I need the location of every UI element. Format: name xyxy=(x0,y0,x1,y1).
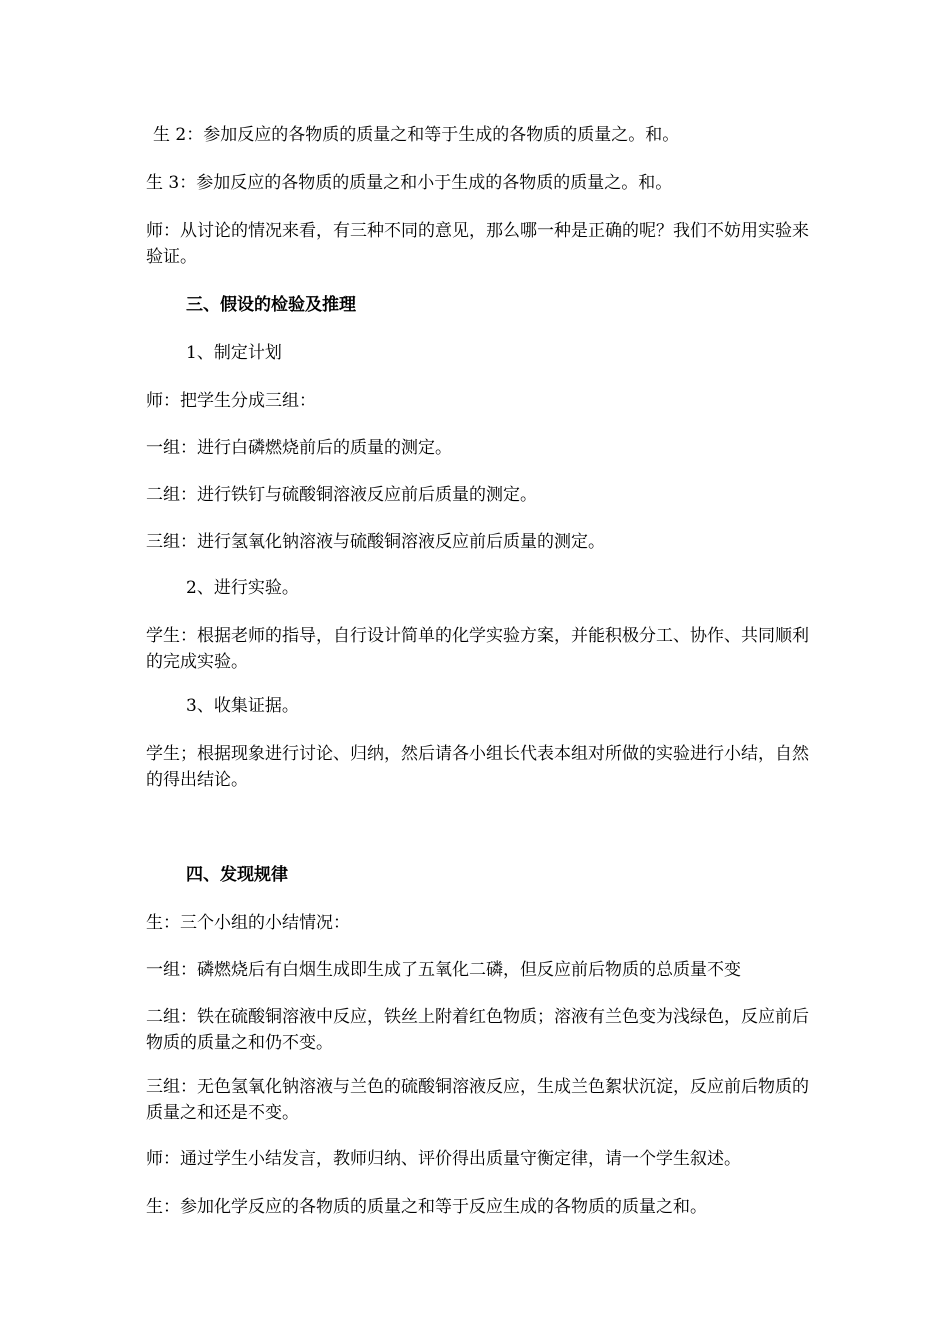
paragraph-group2-plan: 二组：进行铁钉与硫酸铜溶液反应前后质量的测定。 xyxy=(146,485,537,505)
section-heading-3: 三、假设的检验及推理 xyxy=(186,295,356,315)
paragraph-teacher-groups: 师：把学生分成三组： xyxy=(146,391,316,411)
paragraph-teacher-discussion: 师：从讨论的情况来看，有三种不同的意见，那么哪一种是正确的呢？我们不妨用实验来验证。 xyxy=(146,221,809,267)
paragraph-group2-result: 二组：铁在硫酸铜溶液中反应，铁丝上附着红色物质；溶液有兰色变为浅绿色，反应前后物质的质量之和仍不变。 xyxy=(146,1007,809,1053)
step-make-plan: 1、制定计划 xyxy=(186,343,282,363)
step-experiment: 2、进行实验。 xyxy=(186,578,299,598)
section-heading-4: 四、发现规律 xyxy=(186,865,288,885)
paragraph-student-discuss: 学生；根据现象进行讨论、归纳，然后请各小组长代表本组对所做的实验进行小结，自然的得出结论。 xyxy=(146,744,809,790)
paragraph-teacher-summary: 师：通过学生小结发言，教师归纳、评价得出质量守衡定律，请一个学生叙述。 xyxy=(146,1149,741,1169)
paragraph-student3: 生 3：参加反应的各物质的质量之和小于生成的各物质的质量之。和。 xyxy=(146,173,673,193)
paragraph-student-law: 生：参加化学反应的各物质的质量之和等于反应生成的各物质的质量之和。 xyxy=(146,1197,707,1217)
paragraph-group3-plan: 三组：进行氢氧化钠溶液与硫酸铜溶液反应前后质量的测定。 xyxy=(146,532,605,552)
paragraph-group1-result: 一组：磷燃烧后有白烟生成即生成了五氧化二磷，但反应前后物质的总质量不变 xyxy=(146,960,741,980)
paragraph-group1-plan: 一组：进行白磷燃烧前后的质量的测定。 xyxy=(146,438,452,458)
paragraph-student-summaries: 生：三个小组的小结情况： xyxy=(146,913,350,933)
paragraph-student-experiment: 学生：根据老师的指导，自行设计简单的化学实验方案，并能积极分工、协作、共同顺利的完成实验。 xyxy=(146,626,809,672)
step-collect-evidence: 3、收集证据。 xyxy=(186,696,299,716)
paragraph-group3-result: 三组：无色氢氧化钠溶液与兰色的硫酸铜溶液反应，生成兰色絮状沉淀，反应前后物质的质量之和还是不变。 xyxy=(146,1077,809,1123)
paragraph-student2: 生 2：参加反应的各物质的质量之和等于生成的各物质的质量之。和。 xyxy=(153,125,680,145)
